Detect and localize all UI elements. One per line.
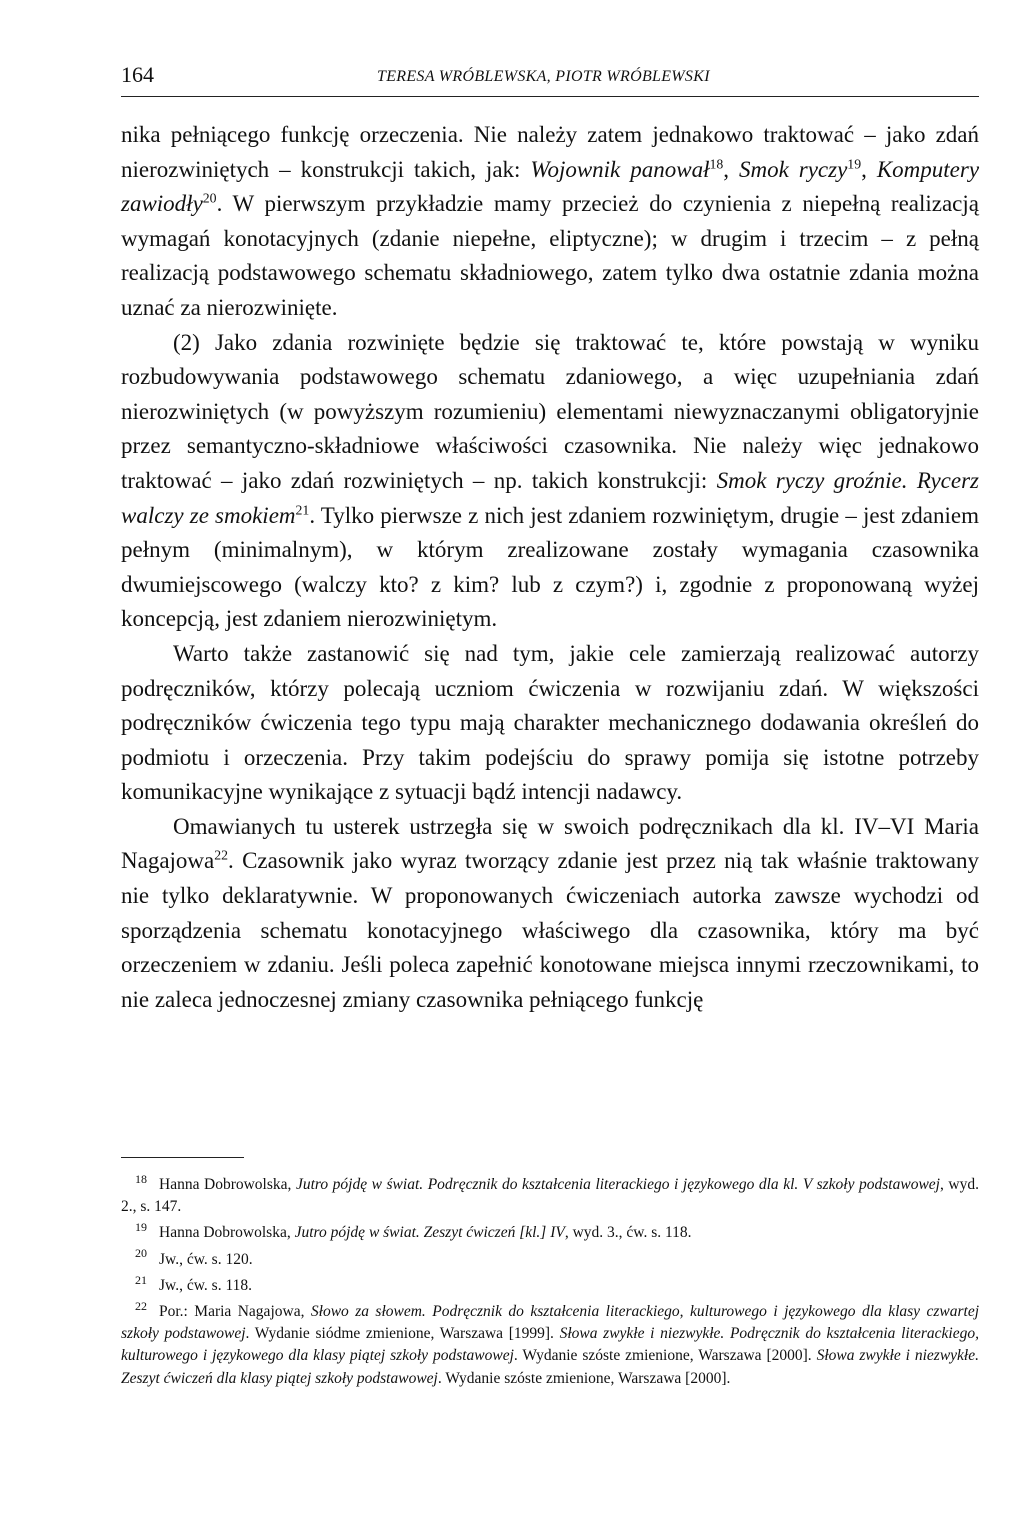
footnote-ref-18: 18 <box>709 155 724 171</box>
body-text <box>121 118 979 1017</box>
footnote-20 <box>121 1246 979 1271</box>
footnote-21 <box>121 1272 979 1297</box>
header-rule <box>121 96 979 97</box>
footnote-ref-20: 20 <box>202 190 217 206</box>
text-run: Hanna Dobrowolska, <box>159 1224 295 1242</box>
text-run: . Wydanie siódme zmienione, Warszawa [1999]. <box>245 1325 560 1343</box>
title-italic: Słowa zwykłe i niezwykłe. Zeszyt ćwiczeń dla klasy piątej szkoły podstawowej <box>121 1347 979 1387</box>
footnote-ref-22: 22 <box>214 847 229 863</box>
text-run: . W pierwszym przykładzie mamy przecież do czynienia z niepełną realizacją wymagań konotacyjnych (zdanie niepełne, eliptyczne); w drugim i trzecim – z pełną realizacją podstawowego schematu składniowego, zatem tylko dwa ostatnie zdania można uznać za nierozwinięte. <box>121 191 979 320</box>
paragraph-3: Warto także zastanowić się nad tym, jakie cele zamierzają realizować autorzy podręczników, którzy polecają uczniom ćwiczenia w rozwijaniu zdań. W większości podręczników ćwiczenia tego typu mają charakter mechanicznego dodawania określeń do podmiotu i orzeczenia. Przy takim podejściu do sprawy pomija się istotne potrzeby komunikacyjne wynikające z sytuacji bądź intencji nadawcy. <box>121 640 979 805</box>
text-run: Jw., ćw. s. 118. <box>159 1276 252 1294</box>
paragraph-1 <box>121 118 979 326</box>
text-run: Jw., ćw. s. 120. <box>159 1250 253 1268</box>
page-number: 164 <box>121 62 154 87</box>
example-italic: Komputery zawiodły <box>121 156 980 217</box>
text-run: (2) Jako zdania rozwinięte będzie się traktować te, które powstają w wyniku rozbudowywania podstawowego schematu zdaniowego, a więc uzupełniania zdań nierozwiniętych (w powyższym rozumieniu) elementami niewyznaczanymi obligatoryjnie przez semantyczno-składniowe właściwości czasownika. Nie należy więc jednakowo traktować – jako zdań rozwiniętych – np. takich konstrukcji: <box>121 329 979 493</box>
text-run: , <box>723 156 739 182</box>
text-run: Por.: Maria Nagajowa, <box>159 1303 311 1321</box>
title-italic: Jutro pójdę w świat. Zeszyt ćwiczeń [kl.] IV <box>294 1224 565 1242</box>
footnote-ref-19: 19 <box>847 155 862 171</box>
title-italic: Jutro pójdę w świat. Podręcznik do kształcenia literackiego i językowego dla kl. V szkoły podstawowej <box>295 1176 940 1193</box>
footnote-19 <box>121 1222 979 1244</box>
text-run: . Tylko pierwsze z nich jest zdaniem rozwiniętym, drugie – jest zdaniem pełnym (minimalnym), w którym zrealizowane zostały wymagania czasownika dwumiejscowego (walczy kto? z kim? lub z czym?) i, zgodnie z proponowaną wyżej koncepcją, jest zdaniem nierozwiniętym. <box>121 502 979 632</box>
footnote-22 <box>121 1298 980 1390</box>
text-run: . Wydanie szóste zmienione, Warszawa [2000]. <box>437 1369 731 1387</box>
title-italic: Słowo za słowem. Podręcznik do kształcenia literackiego, kulturowego i językowego dla klasy czwartej szkoły podstawowej <box>121 1303 980 1343</box>
example-italic: Smok ryczy <box>738 156 848 182</box>
page-header <box>121 62 979 92</box>
footnote-number: 22 <box>135 1298 147 1313</box>
text-run: , wyd. 2., s. 147. <box>121 1176 979 1216</box>
paragraph-4 <box>121 810 979 1018</box>
footnote-ref-21: 21 <box>295 501 310 517</box>
example-italic: Wojownik panował <box>530 156 710 182</box>
footnote-number: 21 <box>135 1272 147 1287</box>
footnotes <box>121 1171 980 1394</box>
footnote-rule <box>121 1157 244 1158</box>
text-run: Hanna Dobrowolska, <box>159 1176 296 1193</box>
title-italic: Słowa zwykłe i niezwykłe. Podręcznik do kształcenia literackiego, kulturowego i językowego dla klasy piątej szkoły podstawowej <box>121 1325 979 1365</box>
text-run: . Wydanie szóste zmienione, Warszawa [2000]. <box>513 1347 817 1365</box>
text-run: . Czasownik jako wyraz tworzący zdanie jest przez nią tak właśnie traktowany nie tylko deklaratywnie. W proponowanych ćwiczeniach autorka zawsze wychodzi od sporządzenia schematu konotacyjnego właściwego dla czasownika, który ma być orzeczeniem w zdaniu. Jeśli poleca zapełnić konotowane miejsca innymi rzeczownikami, to nie zaleca jednoczesnej zmiany czasownika pełniącego funkcję <box>121 848 979 1012</box>
text-run: Omawianych tu usterek ustrzegła się w swoich podręcznikach dla kl. IV–VI Maria Nagajowa <box>121 813 979 874</box>
text-run: , wyd. 3., ćw. s. 118. <box>564 1224 692 1242</box>
text-run: , <box>861 156 877 182</box>
text-run: nika pełniącego funkcję orzeczenia. Nie należy zatem jednakowo traktować – jako zdań nierozwiniętych – konstrukcji takich, jak: <box>121 122 979 182</box>
running-head: TERESA WRÓBLEWSKA, PIOTR WRÓBLEWSKI <box>377 68 710 85</box>
footnote-number: 20 <box>135 1246 147 1261</box>
footnote-18 <box>121 1171 979 1218</box>
paragraph-2 <box>121 326 979 637</box>
footnote-number: 18 <box>135 1171 147 1186</box>
example-italic: Smok ryczy groźnie. Rycerz walczy ze smokiem <box>121 467 979 528</box>
footnote-number: 19 <box>135 1220 147 1235</box>
